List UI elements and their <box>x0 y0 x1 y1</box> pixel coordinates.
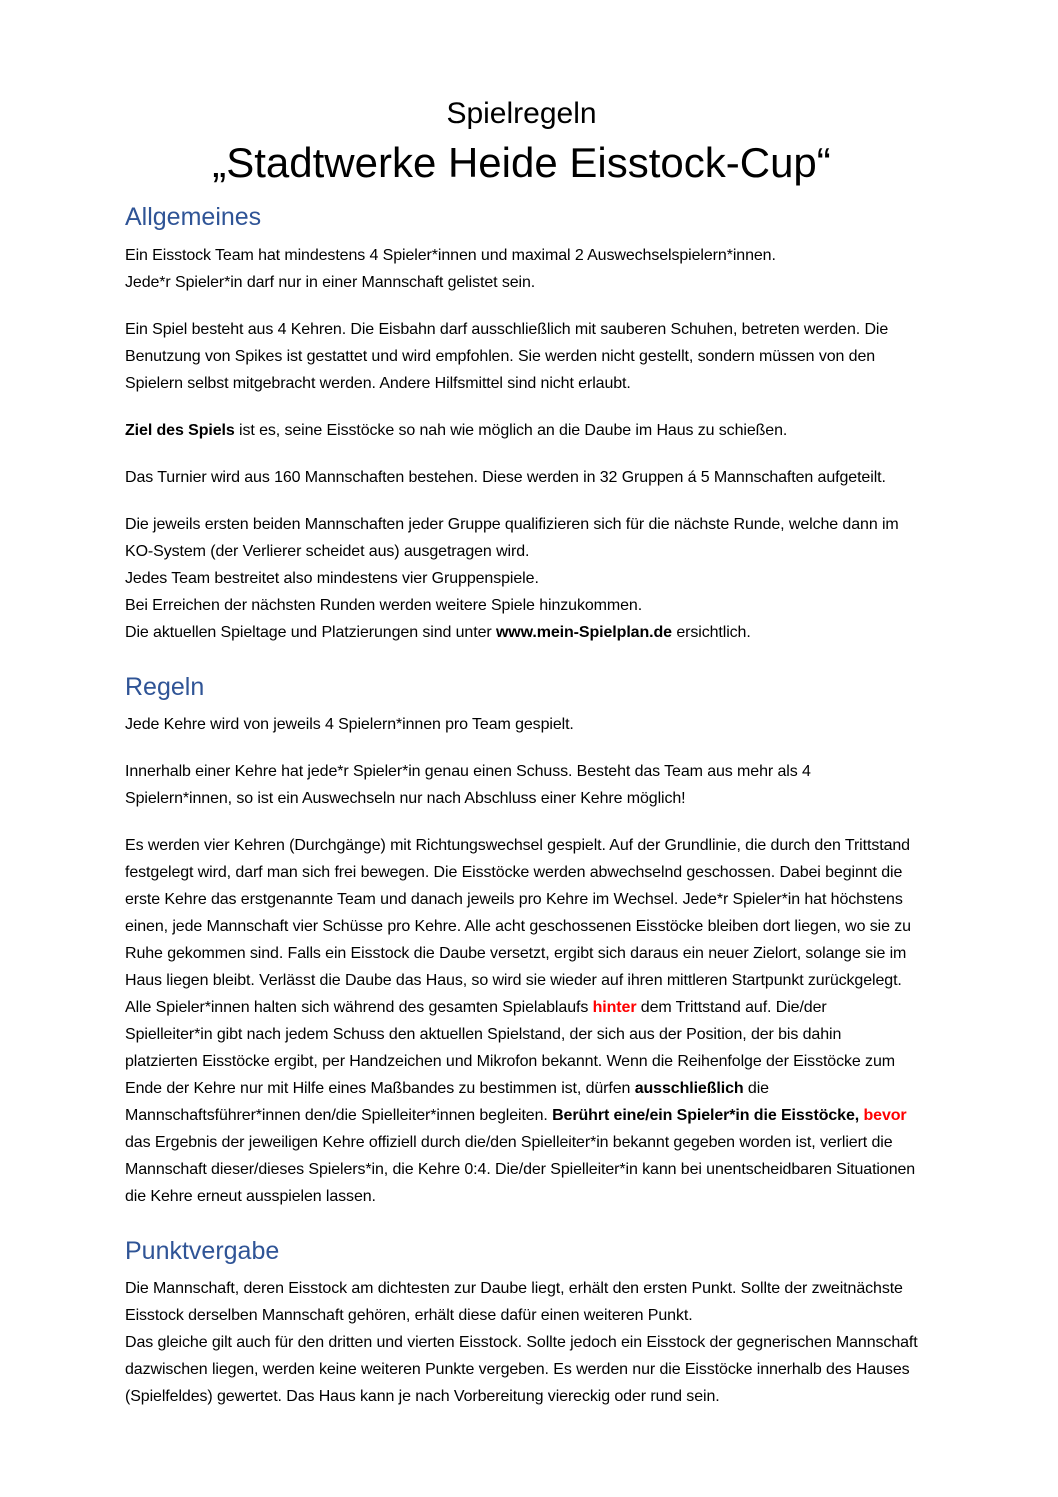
text-run: Die Mannschaft, deren Eisstock am dichtesten zur Daube liegt, erhält den ersten Punkt. Sollte der zweitnächste Eisstock derselben Mannschaft gehören, erhält diese dafür einen weiteren Punkt. <box>125 1280 903 1325</box>
text-run: Die jeweils ersten beiden Mannschaften jeder Gruppe qualifizieren sich für die nächste Runde, welche dann im KO-System (der Verlierer scheidet aus) ausgetragen wird. <box>125 515 899 560</box>
paragraph <box>125 832 918 1210</box>
text-run: Jede Kehre wird von jeweils 4 Spielern*innen pro Team gespielt. <box>125 715 574 733</box>
text-run: Berührt eine/ein Spieler*in die Eisstöcke, <box>552 1106 864 1124</box>
text-run: dem Trittstand auf. Die/der Spielleiter*in gibt nach jedem Schuss den aktuellen Spielstand, der sich aus der Position, der bis dahin platzierten Eisstöcke ergibt, per Handzeichen und Mikrofon bekannt. Wenn die Reihenfolge der Eisstöcke zum Ende der Kehre nur mit Hilfe eines Maßbandes zu bestimmen ist, dürfen <box>125 998 895 1097</box>
document-title: „Stadtwerke Heide Eisstock-Cup“ <box>212 139 831 186</box>
text-run: Ziel des Spiels <box>125 421 235 439</box>
text-run: das Ergebnis der jeweiligen Kehre offiziell durch die/den Spielleiter*in bekannt gegeben worden ist, verliert die Mannschaft dieser/dieses Spielers*in, die Kehre 0:4. Die/der Spielleiter*in kann bei unentscheidbaren Situationen die Kehre erneut ausspielen lassen. <box>125 1133 916 1205</box>
text-run: Das gleiche gilt auch für den dritten und vierten Eisstock. Sollte jedoch ein Eisstock der gegnerischen Mannschaft dazwischen liegen, werden keine weiteren Punkte vergeben. Es werden nur die Eisstöcke innerhalb des Hauses (Spielfeldes) gewertet. Das Haus kann je nach Vorbereitung viereckig oder rund sein. <box>125 1334 918 1406</box>
paragraph <box>125 464 918 491</box>
text-run: Das Turnier wird aus 160 Mannschaften bestehen. Diese werden in 32 Gruppen á 5 Mannschaften aufgeteilt. <box>125 468 886 486</box>
text-run: Bei Erreichen der nächsten Runden werden weitere Spiele hinzukommen. <box>125 596 643 614</box>
text-run: ist es, seine Eisstöcke so nah wie möglich an die Daube im Haus zu schießen. <box>234 421 788 439</box>
document-subtitle: Spielregeln <box>446 97 597 130</box>
paragraph <box>125 711 918 738</box>
text-run: Es werden vier Kehren (Durchgänge) mit Richtungswechsel gespielt. Auf der Grundlinie, die durch den Trittstand festgelegt wird, darf man sich frei bewegen. Die Eisstöcke werden abwechselnd geschossen. Dabei beginnt die erste Kehre das erstgenannte Team und danach jeweils pro Kehre im Wechsel. Jede*r Spieler*in hat höchstens einen, jede Mannschaft vier Schüsse pro Kehre. Alle acht geschossenen Eisstöcke bleiben dort liegen, wo sie zu Ruhe gekommen sind. Falls ein Eisstock die Daube versetzt, ergibt sich daraus ein neuer Zielort, solange sie im Haus liegen bleibt. Verlässt die Daube das Haus, so wird sie wieder auf ihren mittleren Startpunkt zurückgelegt. Alle Spieler*innen halten sich während des gesamten Spielablaufs <box>125 836 911 1016</box>
text-run: Jedes Team bestreitet also mindestens vier Gruppenspiele. <box>125 569 539 587</box>
spielplan-url: www.mein-Spielplan.de <box>495 623 672 641</box>
paragraph <box>125 316 918 397</box>
paragraph <box>125 511 918 646</box>
emphasis-bevor: bevor <box>863 1106 907 1124</box>
section-heading-allgemeines: Allgemeines <box>125 203 262 232</box>
text-run: ersichtlich. <box>671 623 751 641</box>
text-run: ausschließlich <box>634 1079 744 1097</box>
paragraph <box>125 417 918 444</box>
text-run: Die aktuellen Spieltage und Platzierungen sind unter <box>125 623 496 641</box>
section-heading-regeln: Regeln <box>125 672 205 701</box>
text-run: Ein Spiel besteht aus 4 Kehren. Die Eisbahn darf ausschließlich mit sauberen Schuhen, betreten werden. Die Benutzung von Spikes ist gestattet und wird empfohlen. Sie werden nicht gestellt, sondern müssen von den Spielern selbst mitgebracht werden. Andere Hilfsmittel sind nicht erlaubt. <box>125 320 889 392</box>
text-run: Innerhalb einer Kehre hat jede*r Spieler*in genau einen Schuss. Besteht das Team aus mehr als 4 Spielern*innen, so ist ein Auswechseln nur nach Abschluss einer Kehre möglich! <box>125 762 811 807</box>
paragraph <box>125 758 918 812</box>
text-run: Jede*r Spieler*in darf nur in einer Mannschaft gelistet sein. <box>125 273 536 291</box>
document-body <box>125 202 918 1410</box>
section-heading-punktvergabe: Punktvergabe <box>125 1236 280 1265</box>
text-run: Ein Eisstock Team hat mindestens 4 Spieler*innen und maximal 2 Auswechselspielern*innen. <box>125 246 776 264</box>
text-run: die Mannschaftsführer*innen den/die Spielleiter*innen begleiten. <box>125 1079 769 1124</box>
emphasis-hinter: hinter <box>592 998 637 1016</box>
paragraph <box>125 242 918 296</box>
paragraph <box>125 1275 918 1410</box>
